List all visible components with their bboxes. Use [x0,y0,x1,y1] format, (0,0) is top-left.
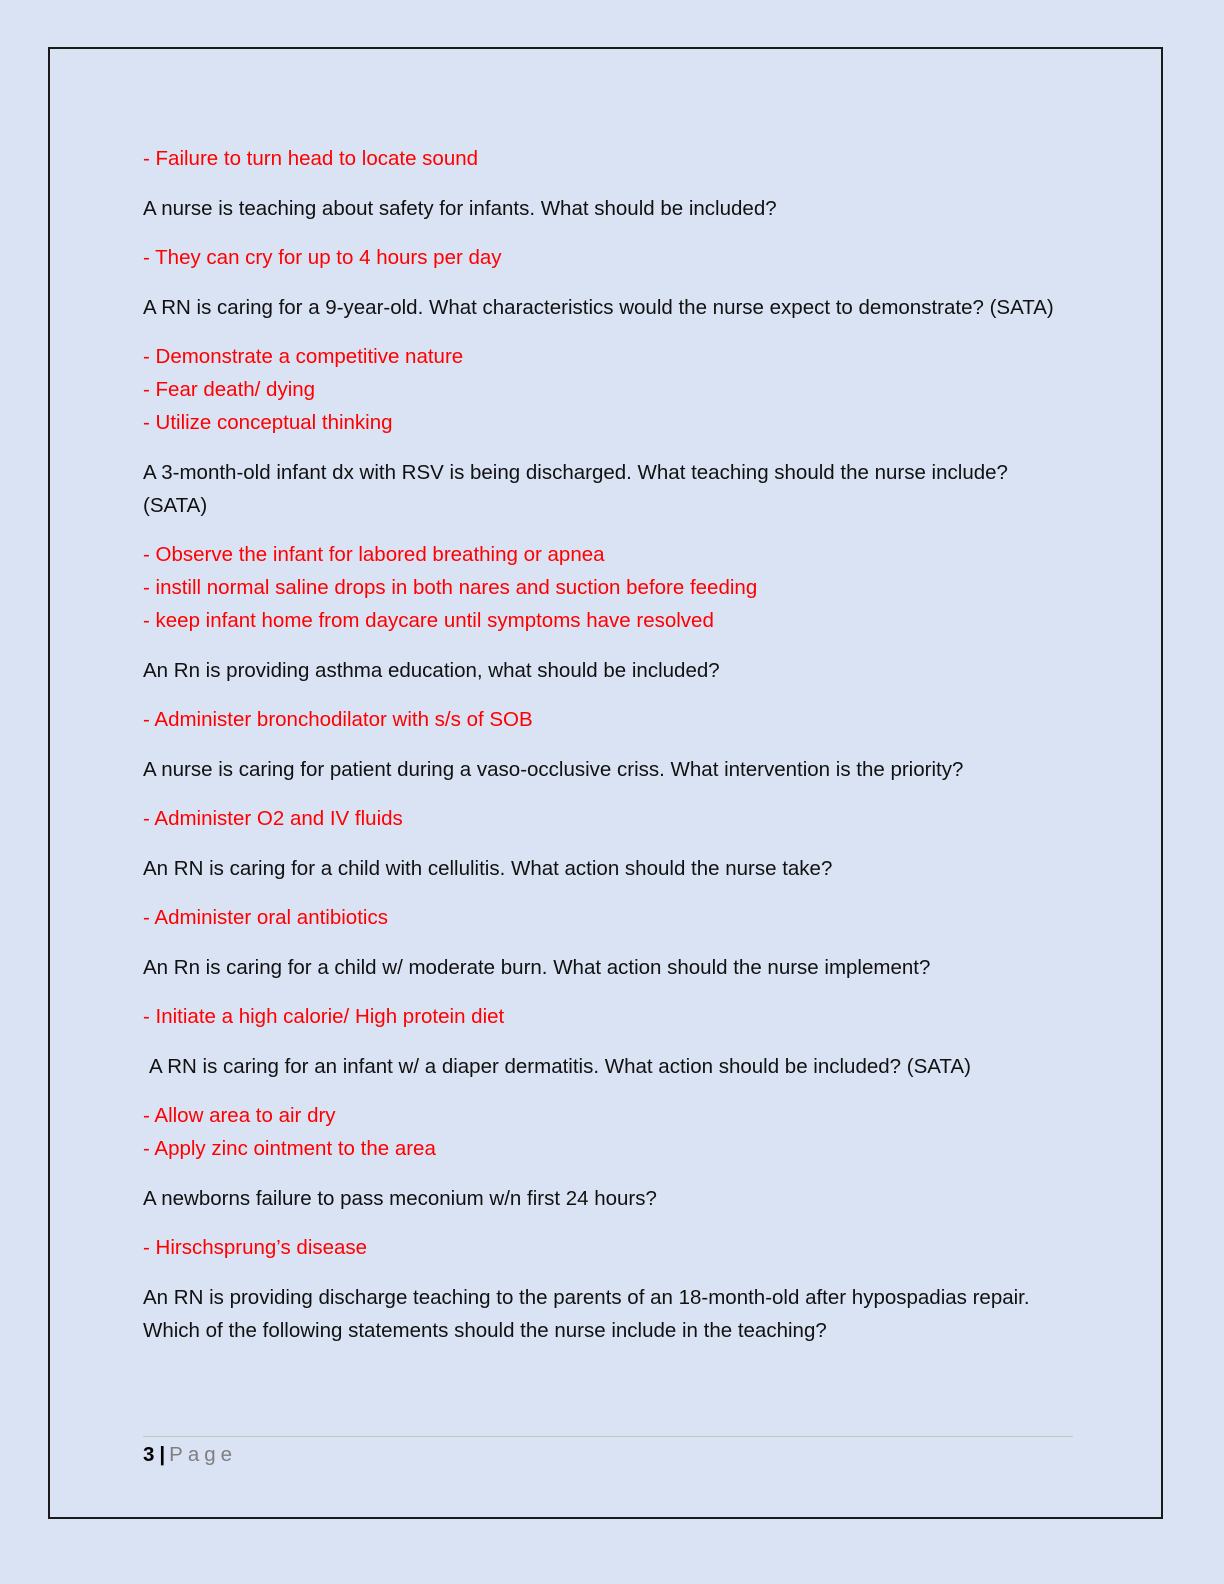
answer-line: - Demonstrate a competitive nature [143,345,464,368]
answer-block [143,340,1073,439]
answer-block [143,538,1073,637]
answer-line: - keep infant home from daycare until symptoms have resolved [143,609,714,632]
question-text: A RN is caring for an infant w/ a diaper dermatitis. What action should be included? (SATA) [149,1054,971,1078]
page-number: 3 [143,1443,155,1466]
answer-block [143,703,1073,736]
answer-block [143,1231,1073,1264]
answer-block [143,901,1073,934]
question-text: An Rn is providing asthma education, what should be included? [143,658,720,682]
question-text: A RN is caring for a 9-year-old. What characteristics would the nurse expect to demonstrate? (SATA) [143,295,1054,319]
question-text: A newborns failure to pass meconium w/n first 24 hours? [143,1186,657,1210]
question-text: An Rn is caring for a child w/ moderate burn. What action should the nurse implement? [143,955,931,979]
answer-line: - Administer bronchodilator with s/s of SOB [143,708,533,731]
answer-line: - Initiate a high calorie/ High protein diet [143,1005,505,1028]
answer-block [143,241,1073,274]
question-text: A nurse is teaching about safety for infants. What should be included? [143,196,777,220]
answer-block [143,142,1073,175]
footer-separator: | [159,1443,166,1466]
answer-line: - instill normal saline drops in both nares and suction before feeding [143,576,758,599]
answer-block [143,802,1073,835]
answer-line: - Administer oral antibiotics [143,906,388,929]
answer-line: - Observe the infant for labored breathing or apnea [143,543,605,566]
answer-line: - They can cry for up to 4 hours per day [143,246,502,269]
answer-line: - Allow area to air dry [143,1104,336,1127]
question-text: An RN is caring for a child with cellulitis. What action should the nurse take? [143,856,833,880]
answer-block [143,1099,1073,1165]
footer-divider [143,1436,1073,1437]
page-label: Page [169,1443,238,1466]
answer-line: - Hirschsprung’s disease [143,1236,368,1259]
answer-line: - Failure to turn head to locate sound [143,147,479,170]
question-text: A nurse is caring for patient during a vaso-occlusive criss. What intervention is the priority? [143,757,964,781]
question-text: A 3-month-old infant dx with RSV is being discharged. What teaching should the nurse include? (SATA) [143,460,1008,517]
answer-line: - Apply zinc ointment to the area [143,1137,436,1160]
page-footer [143,1438,237,1471]
answer-line: - Utilize conceptual thinking [143,411,393,434]
answer-block [143,1000,1073,1033]
question-text: An RN is providing discharge teaching to the parents of an 18-month-old after hypospadias repair. Which of the following statements should the nurse include in the teaching? [143,1285,1030,1342]
document-body [143,142,1073,1363]
answer-line: - Administer O2 and IV fluids [143,807,403,830]
answer-line: - Fear death/ dying [143,378,316,401]
